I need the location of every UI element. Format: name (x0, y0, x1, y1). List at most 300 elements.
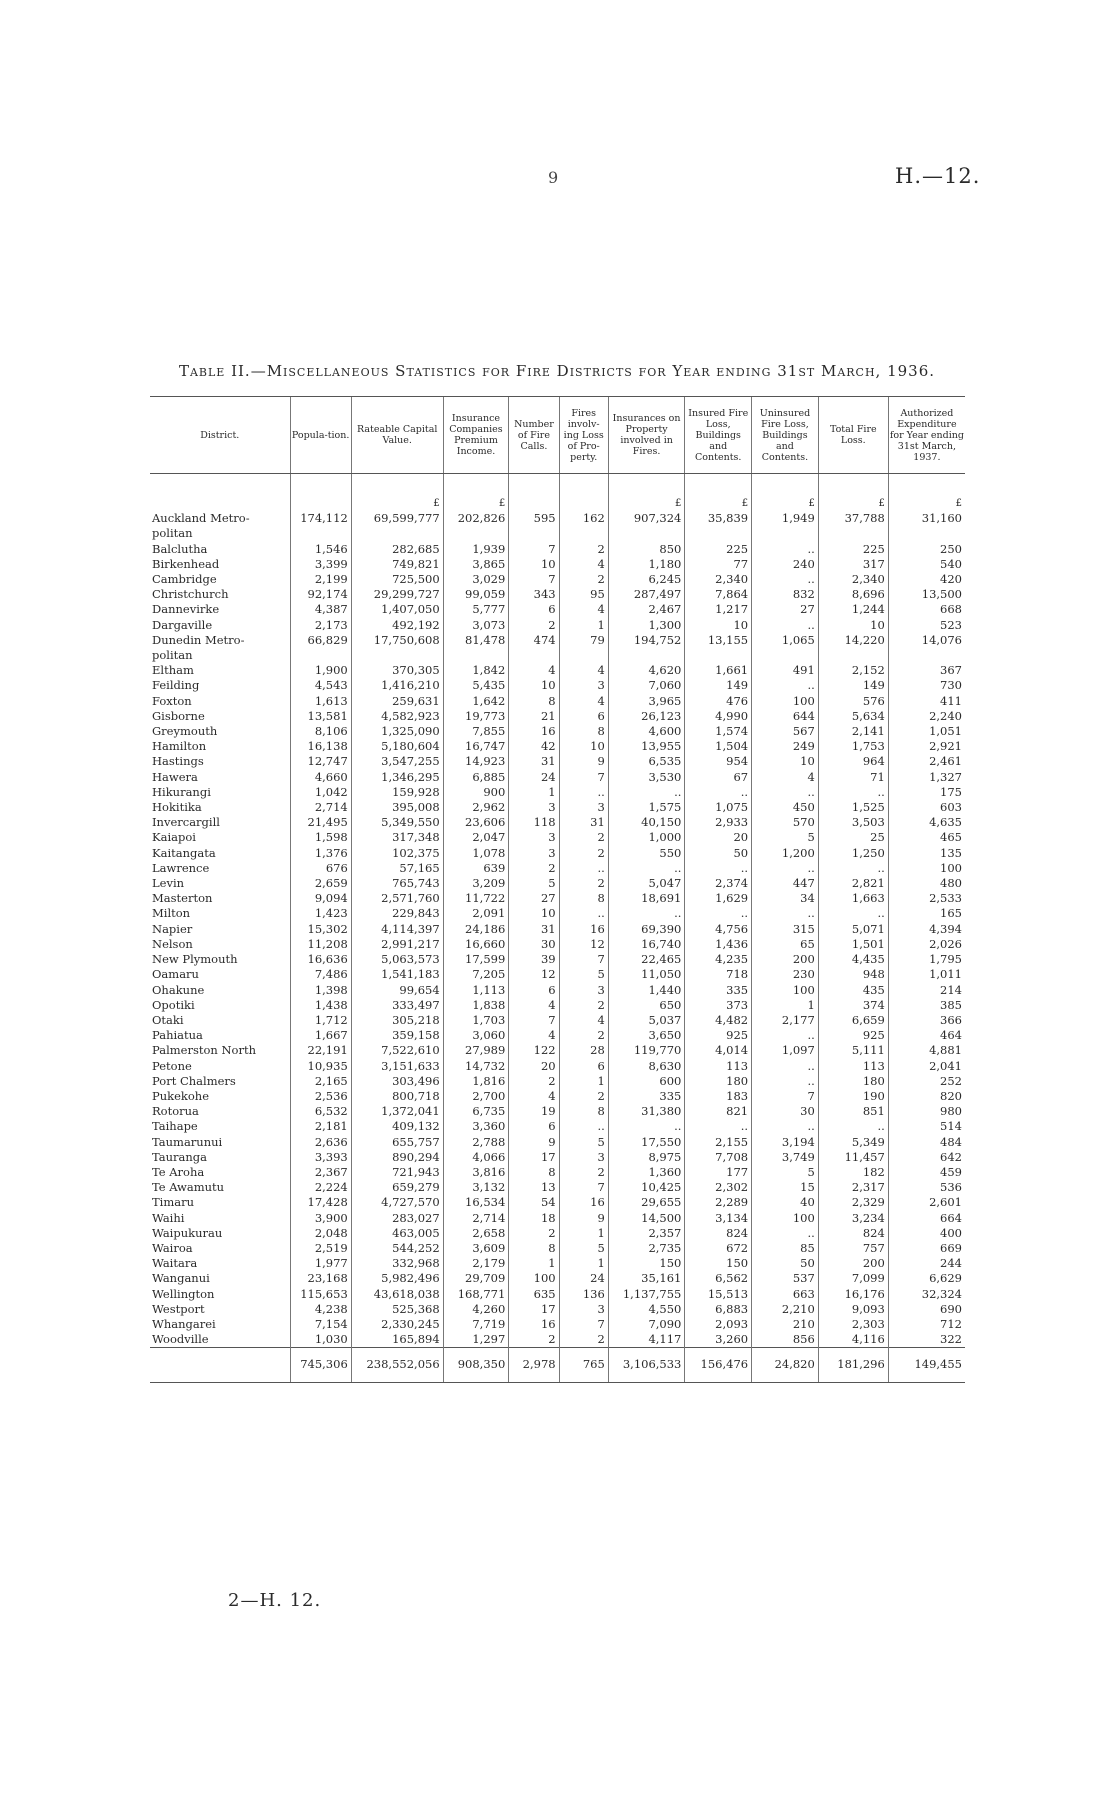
value-cell: 252 (888, 1074, 965, 1089)
value-cell: 18 (509, 1211, 559, 1226)
value-cell: 1 (559, 1256, 608, 1271)
value-cell: 5,037 (608, 1013, 685, 1028)
value-cell: 100 (752, 694, 819, 709)
value-cell: 8 (559, 1104, 608, 1119)
value-cell: 2,199 (290, 572, 351, 587)
value-cell: 4,235 (685, 952, 752, 967)
table-row (150, 1195, 965, 1210)
value-cell: 2,240 (888, 709, 965, 724)
value-cell: 2,093 (685, 1317, 752, 1332)
value-cell: 16,747 (443, 739, 509, 754)
district-cell: Greymouth (152, 724, 218, 739)
value-cell: 21 (509, 709, 559, 724)
value-cell: .. (559, 1119, 608, 1134)
value-cell: 3,547,255 (351, 754, 443, 769)
value-cell: 14,500 (608, 1211, 685, 1226)
value-cell: 712 (888, 1317, 965, 1332)
value-cell: 156,476 (685, 1348, 752, 1382)
value-cell: 1,398 (290, 983, 351, 998)
value-cell: 395,008 (351, 800, 443, 815)
value-cell: 40,150 (608, 815, 685, 830)
value-cell: 492,192 (351, 618, 443, 633)
value-cell: 3,865 (443, 557, 509, 572)
value-cell: 16,534 (443, 1195, 509, 1210)
value-cell (818, 526, 888, 541)
value-cell: 2,179 (443, 1256, 509, 1271)
value-cell: 374 (818, 998, 888, 1013)
value-cell: 1,816 (443, 1074, 509, 1089)
value-cell: 10 (509, 557, 559, 572)
value-cell: 335 (685, 983, 752, 998)
value-cell: 40 (752, 1195, 819, 1210)
value-cell: 2,152 (818, 663, 888, 678)
value-cell: 1,598 (290, 830, 351, 845)
value-cell: 2,173 (290, 618, 351, 633)
value-cell: 194,752 (608, 633, 685, 648)
value-cell: 1,113 (443, 983, 509, 998)
value-cell: 2 (559, 1028, 608, 1043)
value-cell: 385 (888, 998, 965, 1013)
value-cell: 1,977 (290, 1256, 351, 1271)
value-cell: 851 (818, 1104, 888, 1119)
value-cell: 259,631 (351, 694, 443, 709)
value-cell: 5,180,604 (351, 739, 443, 754)
value-cell: 283,027 (351, 1211, 443, 1226)
totals-row (150, 1348, 965, 1382)
value-cell: 11,050 (608, 967, 685, 982)
value-cell: .. (752, 906, 819, 921)
value-cell: 69,599,777 (351, 511, 443, 526)
value-cell: 536 (888, 1180, 965, 1195)
value-cell: 1,075 (685, 800, 752, 815)
value-cell: .. (608, 906, 685, 921)
value-cell: 1 (559, 1074, 608, 1089)
value-cell: 16,740 (608, 937, 685, 952)
value-cell: 54 (509, 1195, 559, 1210)
district-cell (150, 1348, 290, 1382)
value-cell: 1,407,050 (351, 602, 443, 617)
value-cell: 525,368 (351, 1302, 443, 1317)
table-row (150, 891, 965, 906)
value-cell: 5,349 (818, 1135, 888, 1150)
value-cell: 2,788 (443, 1135, 509, 1150)
district-cell: Wairoa (152, 1240, 193, 1255)
value-cell: 8 (509, 694, 559, 709)
district-cell: Kaiapoi (152, 830, 196, 845)
value-cell (290, 526, 351, 541)
value-cell: 303,496 (351, 1074, 443, 1089)
value-cell: 1,042 (290, 785, 351, 800)
value-cell: 244 (888, 1256, 965, 1271)
value-cell (509, 526, 559, 541)
table-title: Table II.—Miscellaneous Statistics for Fire Districts for Year ending 31st March, 1936. (178, 362, 936, 380)
value-cell: 17,428 (290, 1195, 351, 1210)
value-cell: 800,718 (351, 1089, 443, 1104)
value-cell: 2,047 (443, 830, 509, 845)
table-row (150, 709, 965, 724)
value-cell: 409,132 (351, 1119, 443, 1134)
value-cell: .. (559, 861, 608, 876)
value-cell: 1,360 (608, 1165, 685, 1180)
value-cell: 821 (685, 1104, 752, 1119)
value-cell: 730 (888, 678, 965, 693)
value-cell: 2,933 (685, 815, 752, 830)
value-cell: 225 (685, 542, 752, 557)
value-cell: 315 (752, 922, 819, 937)
document-reference: H.—12. (895, 164, 981, 188)
value-cell: 1 (559, 618, 608, 633)
value-cell: 100 (752, 1211, 819, 1226)
value-cell: 2 (559, 830, 608, 845)
value-cell: 4 (559, 557, 608, 572)
table-row (150, 1074, 965, 1089)
value-cell: 10 (509, 678, 559, 693)
value-cell: 3 (559, 800, 608, 815)
value-cell: 3,393 (290, 1150, 351, 1165)
district-cell: Levin (152, 876, 185, 891)
value-cell: 4,881 (888, 1043, 965, 1058)
value-cell: 8,975 (608, 1150, 685, 1165)
table-row (150, 618, 965, 633)
value-cell: 13,155 (685, 633, 752, 648)
value-cell: 567 (752, 724, 819, 739)
district-cell: Tauranga (152, 1149, 208, 1164)
value-cell: 3,134 (685, 1211, 752, 1226)
value-cell: 3,530 (608, 770, 685, 785)
value-cell: 333,497 (351, 998, 443, 1013)
value-cell: 229,843 (351, 906, 443, 921)
table-row (150, 648, 965, 663)
district-cell: Balclutha (152, 541, 208, 556)
value-cell (685, 648, 752, 663)
value-cell: 6 (509, 602, 559, 617)
value-cell: .. (752, 861, 819, 876)
value-cell: 332,968 (351, 1256, 443, 1271)
value-cell: 856 (752, 1332, 819, 1348)
value-cell: 282,685 (351, 542, 443, 557)
value-cell: 2,461 (888, 754, 965, 769)
value-cell: 2,962 (443, 800, 509, 815)
value-cell: 600 (608, 1074, 685, 1089)
value-cell: 10 (685, 618, 752, 633)
value-cell: 85 (752, 1241, 819, 1256)
value-cell: 2,303 (818, 1317, 888, 1332)
value-cell: 136 (559, 1287, 608, 1302)
value-cell: 4 (559, 602, 608, 617)
value-cell: .. (608, 861, 685, 876)
value-cell: 465 (888, 830, 965, 845)
value-cell: 92,174 (290, 587, 351, 602)
value-cell: 5,634 (818, 709, 888, 724)
value-cell: 4 (509, 1089, 559, 1104)
table-row (150, 1165, 965, 1180)
value-cell: 1,327 (888, 770, 965, 785)
value-cell: .. (818, 785, 888, 800)
district-cell: Eltham (152, 663, 194, 678)
value-cell: 2,821 (818, 876, 888, 891)
value-cell: 16,636 (290, 952, 351, 967)
header-population: Popula-tion. (290, 397, 351, 474)
value-cell: 2,141 (818, 724, 888, 739)
value-cell: 5 (559, 1135, 608, 1150)
value-cell: 13 (509, 1180, 559, 1195)
value-cell: 317 (818, 557, 888, 572)
value-cell: 3,194 (752, 1135, 819, 1150)
value-cell: 1,642 (443, 694, 509, 709)
value-cell: 2,601 (888, 1195, 965, 1210)
value-cell: 77 (685, 557, 752, 572)
value-cell: 5,777 (443, 602, 509, 617)
value-cell (351, 648, 443, 663)
value-cell (685, 526, 752, 541)
value-cell: 3 (559, 1302, 608, 1317)
value-cell: 2,165 (290, 1074, 351, 1089)
value-cell: 3,060 (443, 1028, 509, 1043)
value-cell: 1,244 (818, 602, 888, 617)
value-cell: 650 (608, 998, 685, 1013)
value-cell: 1,000 (608, 830, 685, 845)
value-cell: 2,700 (443, 1089, 509, 1104)
value-cell: 182 (818, 1165, 888, 1180)
value-cell: 5,349,550 (351, 815, 443, 830)
value-cell: 5,982,496 (351, 1271, 443, 1286)
value-cell: 544,252 (351, 1241, 443, 1256)
value-cell: 676 (290, 861, 351, 876)
value-cell: .. (685, 906, 752, 921)
value-cell: 135 (888, 846, 965, 861)
value-cell: 16,660 (443, 937, 509, 952)
value-cell: 4,114,397 (351, 922, 443, 937)
value-cell: 7,090 (608, 1317, 685, 1332)
district-cell (150, 474, 290, 512)
table-row (150, 1287, 965, 1302)
value-cell: 16 (559, 922, 608, 937)
value-cell: 11,208 (290, 937, 351, 952)
value-cell: 4,600 (608, 724, 685, 739)
value-cell: .. (752, 678, 819, 693)
district-cell: Hikurangi (152, 784, 211, 799)
value-cell: 1,438 (290, 998, 351, 1013)
value-cell: 523 (888, 618, 965, 633)
value-cell: 31 (509, 922, 559, 937)
value-cell: 19 (509, 1104, 559, 1119)
value-cell: 99,059 (443, 587, 509, 602)
value-cell: 150 (685, 1256, 752, 1271)
page-number: 9 (548, 168, 559, 187)
district-cell: Ohakune (152, 982, 205, 997)
value-cell: 1,795 (888, 952, 965, 967)
value-cell: 824 (818, 1226, 888, 1241)
value-cell: 7 (559, 1317, 608, 1332)
value-cell: 190 (818, 1089, 888, 1104)
value-cell: .. (559, 785, 608, 800)
value-cell: 476 (685, 694, 752, 709)
value-cell: 6,629 (888, 1271, 965, 1286)
district-cell: Hastings (152, 754, 204, 769)
value-cell: 11,457 (818, 1150, 888, 1165)
value-cell (888, 526, 965, 541)
district-cell: Dunedin Metro- (152, 632, 245, 647)
value-cell: 7 (752, 1089, 819, 1104)
district-cell: politan (152, 526, 193, 541)
value-cell: 79 (559, 633, 608, 648)
value-cell: 32,324 (888, 1287, 965, 1302)
value-cell: 200 (752, 952, 819, 967)
table-row (150, 739, 965, 754)
value-cell: 3,900 (290, 1211, 351, 1226)
value-cell: 1,838 (443, 998, 509, 1013)
value-cell: 24,186 (443, 922, 509, 937)
district-cell: Te Aroha (152, 1164, 205, 1179)
value-cell: 150 (608, 1256, 685, 1271)
value-cell: 3,151,633 (351, 1059, 443, 1074)
value-cell: 4,550 (608, 1302, 685, 1317)
district-cell: Taihape (152, 1119, 198, 1134)
value-cell: 177 (685, 1165, 752, 1180)
value-cell: 537 (752, 1271, 819, 1286)
value-cell: 1,416,210 (351, 678, 443, 693)
value-cell: 5,063,573 (351, 952, 443, 967)
value-cell: 1,501 (818, 937, 888, 952)
value-cell: 1 (752, 998, 819, 1013)
value-cell: 1,078 (443, 846, 509, 861)
value-cell: 6,735 (443, 1104, 509, 1119)
value-cell: 2,224 (290, 1180, 351, 1195)
value-cell: 13,500 (888, 587, 965, 602)
value-cell: 23,168 (290, 1271, 351, 1286)
value-cell: 31,160 (888, 511, 965, 526)
table-row (150, 1028, 965, 1043)
value-cell: £ (685, 474, 752, 512)
value-cell: 925 (685, 1028, 752, 1043)
value-cell: 3,609 (443, 1241, 509, 1256)
value-cell: 8 (509, 1165, 559, 1180)
value-cell: 67 (685, 770, 752, 785)
value-cell: 6,562 (685, 1271, 752, 1286)
value-cell: 1,372,041 (351, 1104, 443, 1119)
value-cell: 6,245 (608, 572, 685, 587)
currency-row (150, 474, 965, 512)
value-cell: 1,629 (685, 891, 752, 906)
value-cell: 2,533 (888, 891, 965, 906)
value-cell: 5,111 (818, 1043, 888, 1058)
value-cell: 250 (888, 542, 965, 557)
value-cell: 540 (888, 557, 965, 572)
value-cell: 1,030 (290, 1332, 351, 1348)
value-cell (559, 474, 608, 512)
value-cell: 1,297 (443, 1332, 509, 1348)
value-cell: 7,855 (443, 724, 509, 739)
table-row (150, 937, 965, 952)
value-cell: 1,712 (290, 1013, 351, 1028)
value-cell: 7 (509, 572, 559, 587)
value-cell: 69,390 (608, 922, 685, 937)
value-cell: 359,158 (351, 1028, 443, 1043)
value-cell: 99,654 (351, 983, 443, 998)
value-cell: 31 (559, 815, 608, 830)
value-cell: 595 (509, 511, 559, 526)
value-cell: 491 (752, 663, 819, 678)
value-cell: 2,714 (443, 1211, 509, 1226)
value-cell: 4 (509, 663, 559, 678)
value-cell (509, 474, 559, 512)
value-cell: 10 (752, 754, 819, 769)
value-cell: 749,821 (351, 557, 443, 572)
value-cell: 890,294 (351, 1150, 443, 1165)
value-cell: 3,816 (443, 1165, 509, 1180)
value-cell: 484 (888, 1135, 965, 1150)
district-cell: Rotorua (152, 1104, 199, 1119)
value-cell: 57,165 (351, 861, 443, 876)
value-cell: 370,305 (351, 663, 443, 678)
value-cell: 35,161 (608, 1271, 685, 1286)
value-cell: 9 (559, 1211, 608, 1226)
value-cell: 113 (685, 1059, 752, 1074)
value-cell: 175 (888, 785, 965, 800)
district-cell: Kaitangata (152, 845, 216, 860)
value-cell: 2,714 (290, 800, 351, 815)
value-cell: 3,260 (685, 1332, 752, 1348)
value-cell: 2,177 (752, 1013, 819, 1028)
value-cell: 725,500 (351, 572, 443, 587)
value-cell: 2,519 (290, 1241, 351, 1256)
value-cell: 181,296 (818, 1348, 888, 1382)
table-row (150, 1302, 965, 1317)
value-cell: 550 (608, 846, 685, 861)
value-cell: 820 (888, 1089, 965, 1104)
value-cell: 663 (752, 1287, 819, 1302)
value-cell: 718 (685, 967, 752, 982)
value-cell: 16 (559, 1195, 608, 1210)
value-cell: 165 (888, 906, 965, 921)
value-cell: 2,210 (752, 1302, 819, 1317)
value-cell: 29,709 (443, 1271, 509, 1286)
value-cell: 31,380 (608, 1104, 685, 1119)
district-cell: Westport (152, 1301, 205, 1316)
value-cell: 24 (509, 770, 559, 785)
value-cell: 113 (818, 1059, 888, 1074)
value-cell: 149 (685, 678, 752, 693)
district-cell: Timaru (152, 1195, 195, 1210)
value-cell: 6 (509, 983, 559, 998)
value-cell: .. (752, 785, 819, 800)
statistics-table-container (150, 396, 965, 1383)
value-cell: 7 (559, 770, 608, 785)
value-cell: 2 (509, 1226, 559, 1241)
value-cell: 17,599 (443, 952, 509, 967)
value-cell: .. (818, 906, 888, 921)
value-cell: 3,106,533 (608, 1348, 685, 1382)
district-cell: Birkenhead (152, 556, 220, 571)
value-cell: 2 (559, 846, 608, 861)
value-cell: 15 (752, 1180, 819, 1195)
header-row (150, 397, 965, 474)
value-cell: 655,757 (351, 1135, 443, 1150)
value-cell (752, 648, 819, 663)
value-cell: 9 (559, 754, 608, 769)
table-row (150, 1059, 965, 1074)
value-cell: 24,820 (752, 1348, 819, 1382)
value-cell: .. (818, 1119, 888, 1134)
value-cell: 7,205 (443, 967, 509, 982)
value-cell: 26,123 (608, 709, 685, 724)
value-cell: .. (559, 906, 608, 921)
header-fires-with-loss: Fires involv-ing Loss of Pro-perty. (559, 397, 608, 474)
table-row (150, 830, 965, 845)
district-cell: Palmerston North (152, 1043, 256, 1058)
table-row (150, 967, 965, 982)
value-cell: 2,302 (685, 1180, 752, 1195)
